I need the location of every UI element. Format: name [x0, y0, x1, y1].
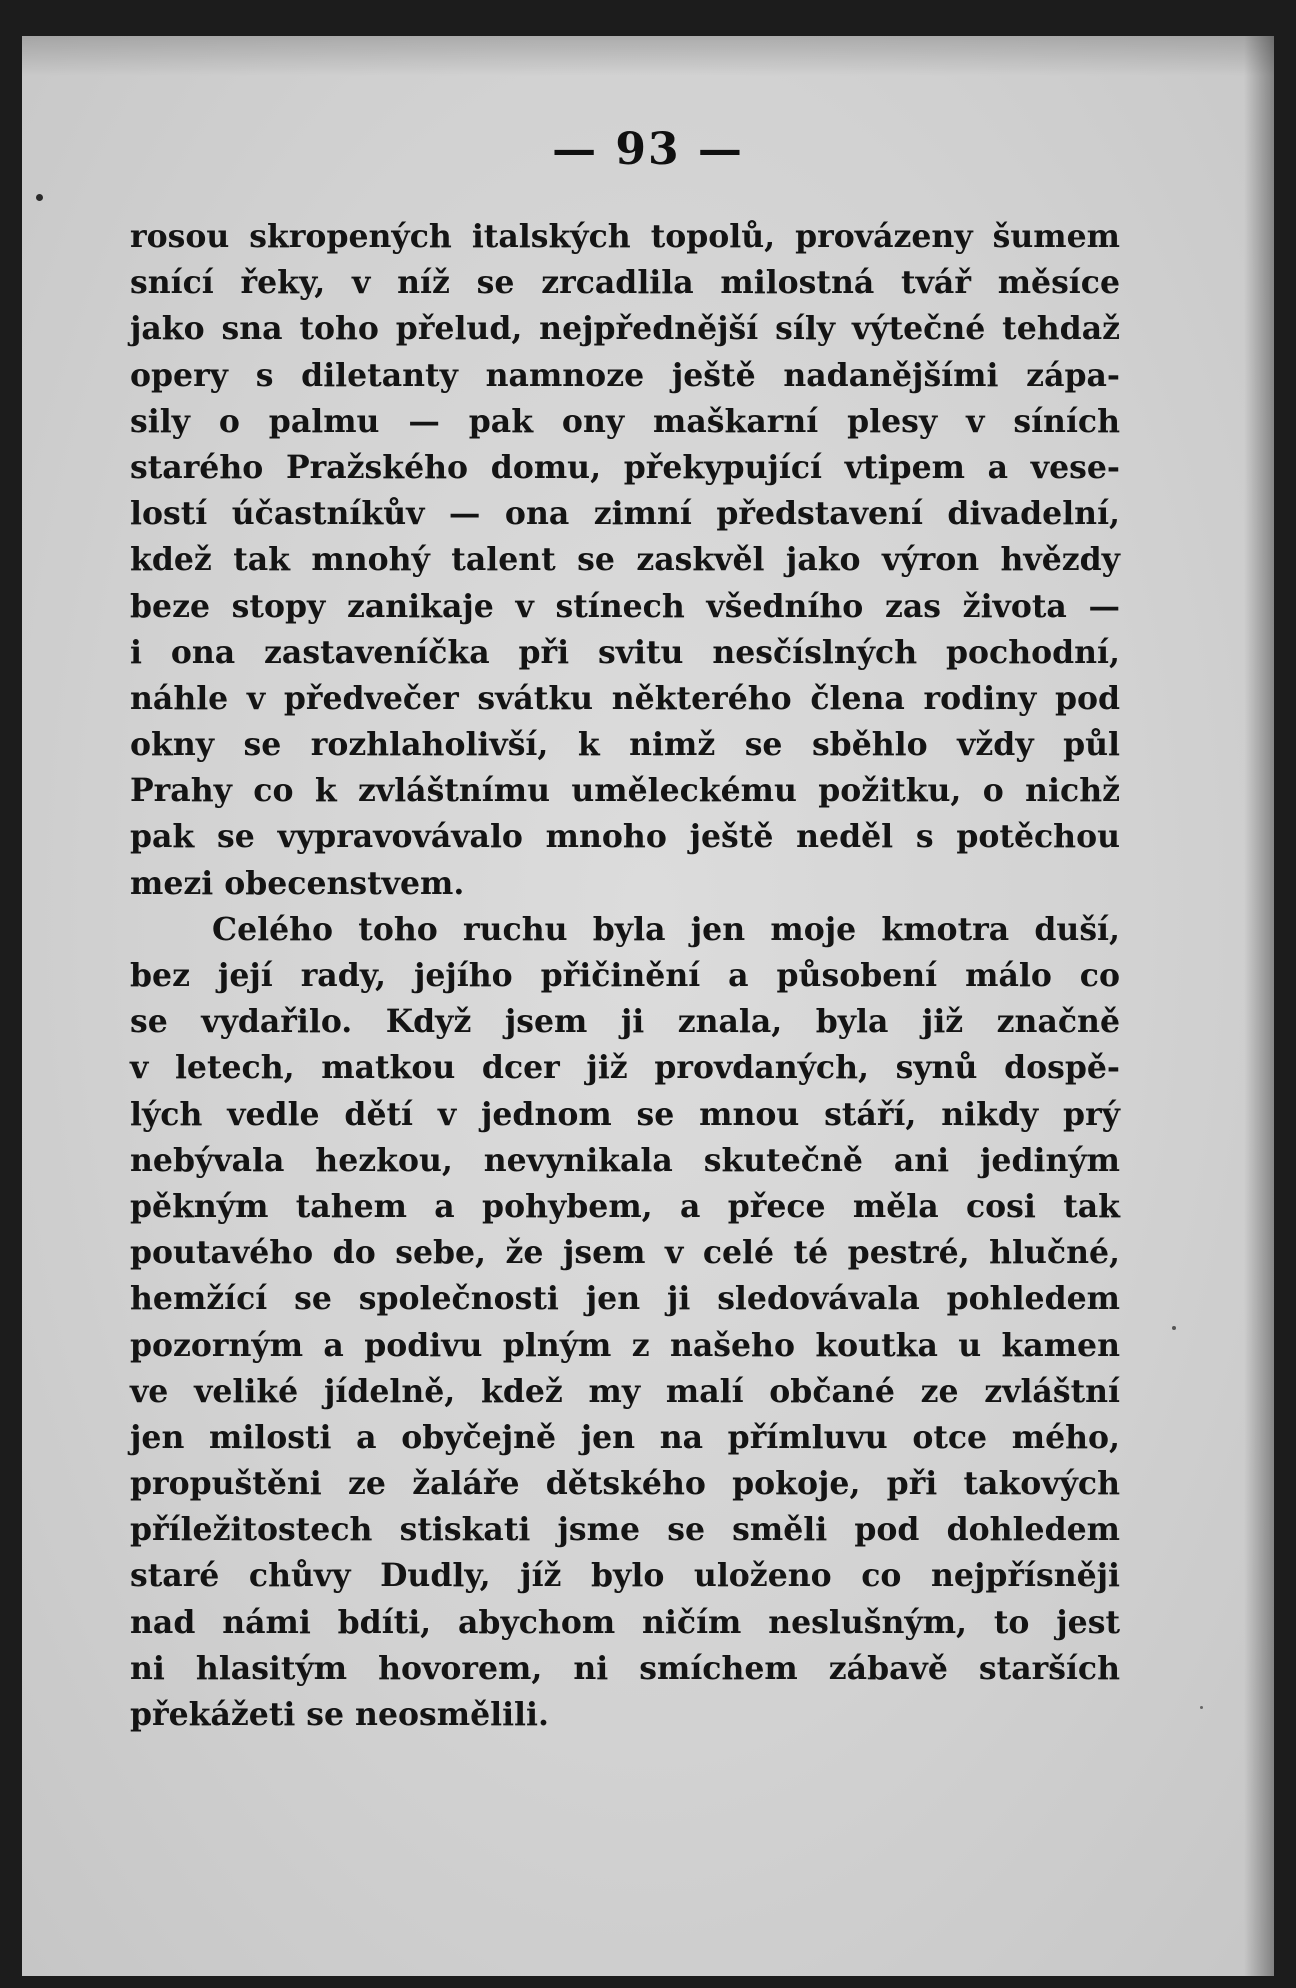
ink-speck	[1172, 1326, 1176, 1330]
text-line: starého Pražského domu, překypující vtipem a vese-	[130, 448, 1120, 486]
text-line: rosou skropených italských topolů, provázeny šumem	[130, 218, 1120, 255]
page-number: — 93 —	[552, 124, 744, 175]
text-line: bez její rady, jejího přičinění a působení málo co	[130, 957, 1120, 994]
text-line: nebývala hezkou, nevynikala skutečně ani jediným	[130, 1141, 1120, 1179]
text-line: pozorným a podivu plným z našeho koutka u kamen	[130, 1326, 1120, 1364]
text-line: beze stopy zanikaje v stínech všedního zas života —	[130, 587, 1120, 625]
text-line: se vydařilo. Když jsem ji znala, byla již značně	[130, 1003, 1120, 1041]
page-top-shadow	[22, 36, 1274, 76]
text-line: překážeti se neosmělili.	[130, 1696, 549, 1733]
text-line: jako sna toho přelud, nejpřednější síly výtečné tehdaž	[130, 310, 1120, 348]
text-line: poutavého do sebe, že jsem v celé té pestré, hlučné,	[130, 1234, 1120, 1272]
ink-speck	[36, 194, 43, 201]
text-line: i ona zastaveníčka při svitu nesčíslných pochodní,	[130, 633, 1120, 671]
text-line: v letech, matkou dcer již provdaných, synů dospě-	[130, 1049, 1120, 1087]
text-line: kdež tak mnohý talent se zaskvěl jako výron hvězdy	[130, 541, 1120, 579]
text-line: ni hlasitým hovorem, ni smíchem zábavě starších	[130, 1649, 1120, 1687]
text-line: lostí účastníkův — ona zimní představení divadelní,	[130, 495, 1120, 533]
text-line: nad námi bdíti, abychom ničím neslušným, to jest	[130, 1603, 1120, 1641]
text-line: okny se rozhlaholivší, k nimž se sběhlo vždy půl	[130, 726, 1120, 764]
text-line: snící řeky, v níž se zrcadlila milostná tvář měsíce	[130, 264, 1120, 302]
text-line: pěkným tahem a pohybem, a přece měla cosi tak	[130, 1187, 1120, 1225]
text-line: jen milosti a obyčejně jen na přímluvu otce mého,	[130, 1418, 1120, 1456]
text-line: sily o palmu — pak ony maškarní plesy v síních	[130, 402, 1120, 440]
text-line: Prahy co k zvláštnímu uměleckému požitku, o nichž	[130, 772, 1120, 810]
text-line: lých vedle dětí v jednom se mnou stáří, nikdy prý	[130, 1095, 1120, 1133]
text-line: propuštěni ze žaláře dětského pokoje, při takových	[130, 1465, 1120, 1503]
body-text	[130, 214, 1120, 1738]
text-line: opery s diletanty namnoze ještě nadanějšími zápa-	[130, 356, 1120, 394]
text-line: příležitostech stiskati jsme se směli pod dohledem	[130, 1511, 1120, 1549]
text-line: náhle v předvečer svátku některého člena rodiny pod	[130, 679, 1120, 717]
text-line: ve veliké jídelně, kdež my malí občané ze zvláštní	[130, 1372, 1120, 1410]
text-line: mezi obecenstvem.	[130, 864, 465, 902]
text-line: pak se vypravovávalo mnoho ještě neděl s potěchou	[130, 818, 1120, 856]
text-line: hemžící se společnosti jen ji sledovávala pohledem	[130, 1280, 1120, 1318]
ink-speck	[1200, 1706, 1203, 1709]
text-line: staré chůvy Dudly, jíž bylo uloženo co nejpřísněji	[130, 1557, 1120, 1595]
text-line: Celého toho ruchu byla jen moje kmotra duší,	[212, 910, 1120, 948]
page-right-shadow	[1244, 36, 1274, 1976]
book-page	[22, 36, 1274, 1976]
